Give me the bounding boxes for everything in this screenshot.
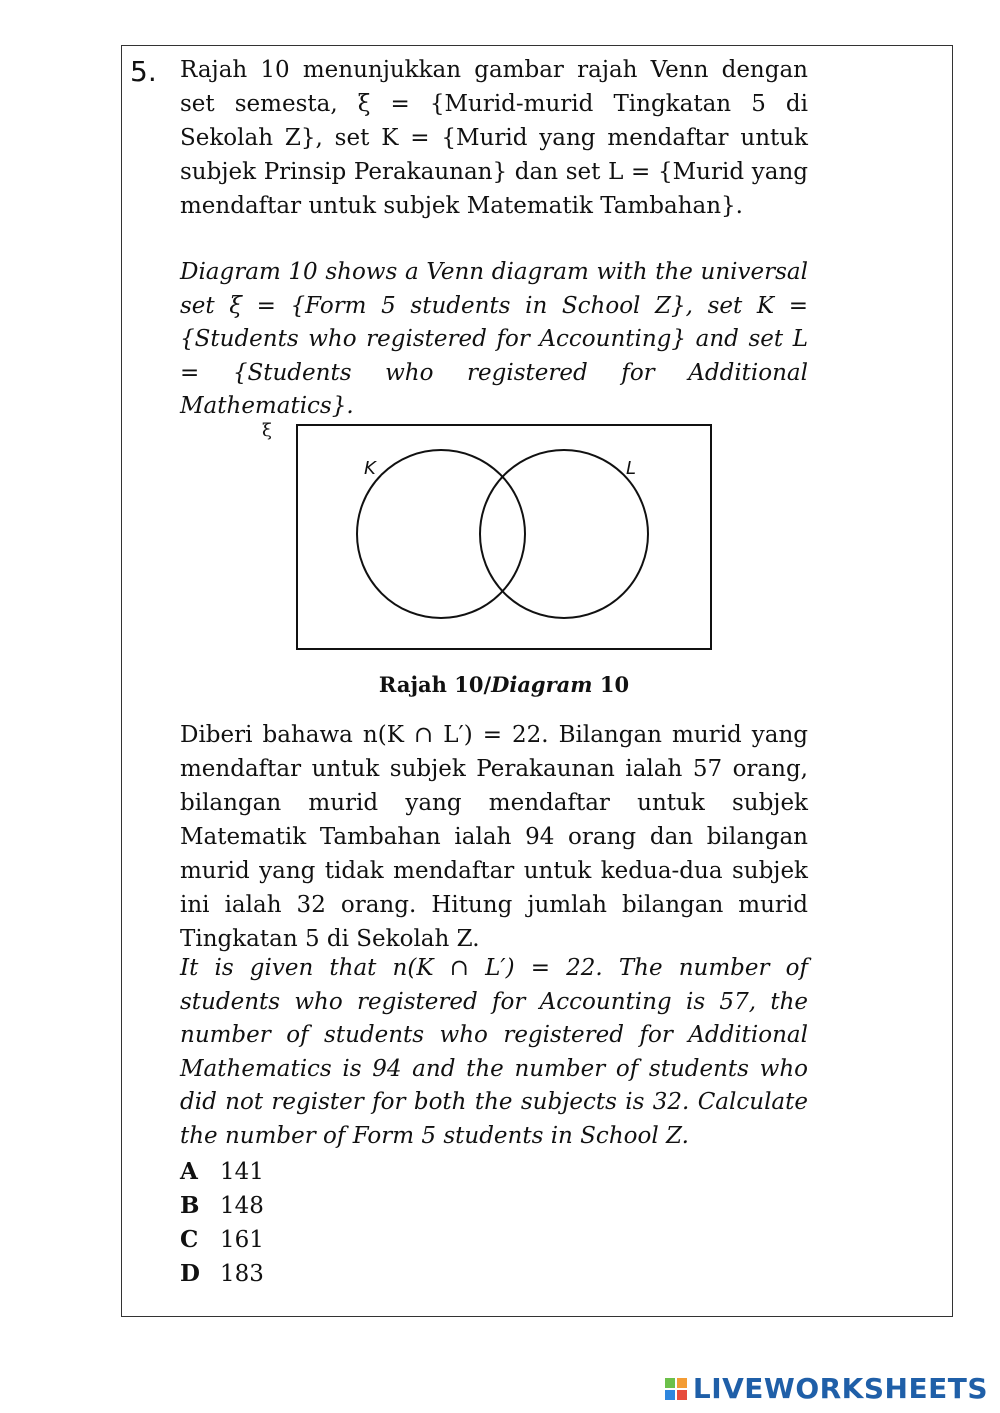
option-c[interactable]: C 161 (180, 1226, 264, 1253)
question-intro-english: Diagram 10 shows a Venn diagram with the universal set ξ = {Form 5 students in School Z}, set K = {Students who registered for Accounting} and set L = {Students who registered for Additional Mathematics}. (180, 259, 808, 419)
liveworksheets-logo-icon (665, 1378, 687, 1400)
liveworksheets-footer (665, 1372, 988, 1405)
option-d[interactable]: D 183 (180, 1260, 264, 1287)
diagram-caption (296, 672, 712, 697)
question-number: 5. (130, 55, 157, 88)
caption-number: 10 (599, 672, 630, 697)
problem-malay: Diberi bahawa n(K ∩ L′) = 22. Bilangan murid yang mendaftar untuk subjek Perakaunan ialah 57 orang, bilangan murid yang mendaftar untuk subjek Matematik Tambahan ialah 94 orang dan bilangan murid yang tidak mendaftar untuk kedua-dua subjek ini ialah 32 orang. Hitung jumlah bilangan murid Tingkatan 5 di Sekolah Z. (180, 722, 808, 952)
set-k-circle (357, 450, 525, 618)
option-b[interactable]: B 148 (180, 1192, 264, 1219)
venn-diagram (296, 424, 712, 650)
question-intro-malay: Rajah 10 menunjukkan gambar rajah Venn dengan set semesta, ξ = {Murid-murid Tingkatan 5 di Sekolah Z}, set K = {Murid yang mendaftar untuk subjek Prinsip Perakaunan} dan set L = {Murid yang mendaftar untuk subjek Matematik Tambahan}. (180, 57, 808, 219)
caption-english: Diagram (491, 672, 593, 697)
option-a[interactable]: A 141 (180, 1158, 264, 1185)
universal-set-symbol: ξ (262, 420, 272, 441)
set-l-label: L (626, 458, 637, 479)
brand-name: LIVEWORKSHEETS (692, 1372, 988, 1405)
caption-malay: Rajah 10/ (378, 672, 492, 697)
problem-english: It is given that n(K ∩ L′) = 22. The number of students who registered for Accounting is 57, the number of students who registered for Additional Mathematics is 94 and the number of students who did not register for both the subjects is 32. Calculate the number of Form 5 students in School Z. (180, 955, 808, 1149)
answer-options (180, 1155, 264, 1291)
set-l-circle (480, 450, 648, 618)
set-k-label: K (364, 458, 376, 479)
